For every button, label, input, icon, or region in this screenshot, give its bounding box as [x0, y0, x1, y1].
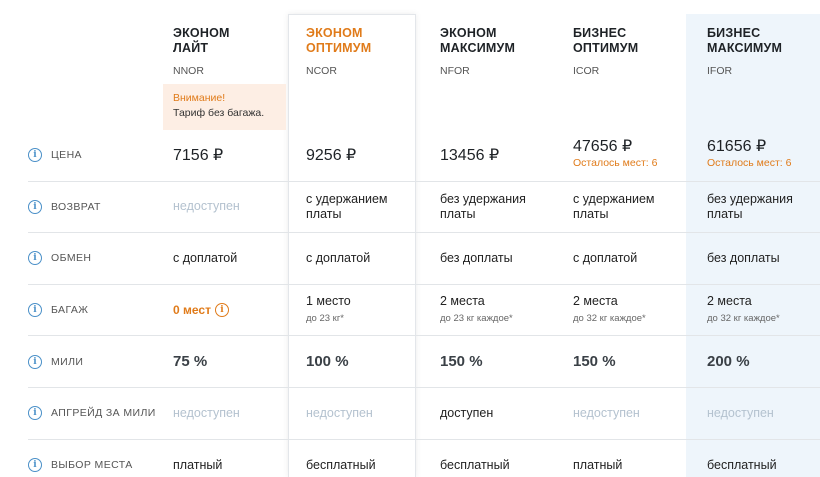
baggage-value: 1 место: [306, 294, 351, 309]
fare-code: ICOR: [573, 65, 600, 77]
exchange-value: без доплаты: [440, 250, 513, 265]
baggage-value: 2 места: [573, 294, 618, 309]
refund-value: с удержанием платы: [573, 191, 655, 221]
fare-name: ЭКОНОМ ОПТИМУМ: [306, 26, 372, 55]
miles-value: 200 %: [707, 353, 750, 371]
exchange-value: без доплаты: [707, 250, 780, 265]
no-baggage-warning: [163, 84, 286, 130]
fare-code: IFOR: [707, 65, 733, 77]
row-upgrade: [28, 388, 820, 440]
row-label: АПГРЕЙД ЗА МИЛИ: [51, 407, 156, 420]
miles-value: 150 %: [573, 353, 616, 371]
row-baggage: [28, 285, 820, 337]
row-label: БАГАЖ: [51, 304, 89, 317]
fare-code: NCOR: [306, 65, 337, 77]
baggage-note: до 32 кг каждое*: [707, 313, 780, 325]
fare-business-maximum[interactable]: [707, 26, 820, 77]
refund-value: без удержания платы: [440, 191, 526, 221]
fare-economy-maximum[interactable]: [440, 26, 570, 77]
price-value: 13456 ₽: [440, 146, 500, 164]
refund-value: с удержанием платы: [306, 191, 388, 221]
info-icon[interactable]: i: [215, 303, 229, 317]
info-icon[interactable]: i: [28, 251, 42, 265]
baggage-value: 0 мест: [173, 302, 211, 317]
row-label: ВЫБОР МЕСТА: [51, 459, 133, 472]
warning-title: Внимание!: [173, 92, 226, 104]
baggage-value: 2 места: [707, 294, 752, 309]
info-icon[interactable]: i: [28, 200, 42, 214]
baggage-note: до 23 кг каждое*: [440, 313, 513, 325]
price-value: 7156 ₽: [173, 146, 224, 164]
baggage-note: до 23 кг*: [306, 313, 344, 325]
upgrade-value: недоступен: [173, 405, 240, 420]
row-exchange: [28, 233, 820, 285]
price-value: 61656 ₽: [707, 138, 767, 156]
info-icon[interactable]: i: [28, 355, 42, 369]
upgrade-value: доступен: [440, 405, 494, 420]
seat-value: бесплатный: [306, 457, 376, 472]
row-label: ВОЗВРАТ: [51, 200, 101, 213]
warning-text: Тариф без багажа.: [173, 107, 265, 119]
row-label: ОБМЕН: [51, 252, 92, 265]
miles-value: 100 %: [306, 353, 349, 371]
fare-name: ЭКОНОМ МАКСИМУМ: [440, 26, 516, 55]
seat-value: платный: [573, 457, 623, 472]
fare-economy-lite[interactable]: [173, 26, 303, 77]
row-price: [28, 130, 820, 182]
upgrade-value: недоступен: [707, 405, 774, 420]
refund-value: без удержания платы: [707, 191, 793, 221]
seat-value: платный: [173, 457, 223, 472]
exchange-value: с доплатой: [306, 250, 371, 265]
fare-business-optimum[interactable]: [573, 26, 703, 77]
fare-name: БИЗНЕС ОПТИМУМ: [573, 26, 639, 55]
fare-name: ЭКОНОМ ЛАЙТ: [173, 26, 230, 55]
seats-left: Осталось мест: 6: [707, 157, 792, 170]
row-label: ЦЕНА: [51, 149, 82, 162]
exchange-value: с доплатой: [573, 250, 638, 265]
seats-left: Осталось мест: 6: [573, 157, 658, 170]
info-icon[interactable]: i: [28, 458, 42, 472]
row-miles: [28, 336, 820, 388]
info-icon[interactable]: i: [28, 303, 42, 317]
price-value: 9256 ₽: [306, 146, 357, 164]
seat-value: бесплатный: [440, 457, 510, 472]
price-value: 47656 ₽: [573, 138, 633, 156]
info-icon[interactable]: i: [28, 406, 42, 420]
fare-code: NFOR: [440, 65, 470, 77]
fare-code: NNOR: [173, 65, 204, 77]
fare-comparison-table: [28, 130, 820, 477]
exchange-value: с доплатой: [173, 250, 238, 265]
fare-economy-optimum[interactable]: [306, 26, 436, 77]
refund-value: недоступен: [173, 199, 240, 214]
baggage-note: до 32 кг каждое*: [573, 313, 646, 325]
upgrade-value: недоступен: [573, 405, 640, 420]
row-seat-selection: [28, 440, 820, 477]
miles-value: 75 %: [173, 353, 208, 371]
info-icon[interactable]: i: [28, 148, 42, 162]
fare-header: [0, 0, 820, 132]
row-label: МИЛИ: [51, 355, 84, 368]
miles-value: 150 %: [440, 353, 483, 371]
upgrade-value: недоступен: [306, 405, 373, 420]
fare-name: БИЗНЕС МАКСИМУМ: [707, 26, 783, 55]
baggage-value: 2 места: [440, 294, 485, 309]
seat-value: бесплатный: [707, 457, 777, 472]
row-refund: [28, 182, 820, 234]
